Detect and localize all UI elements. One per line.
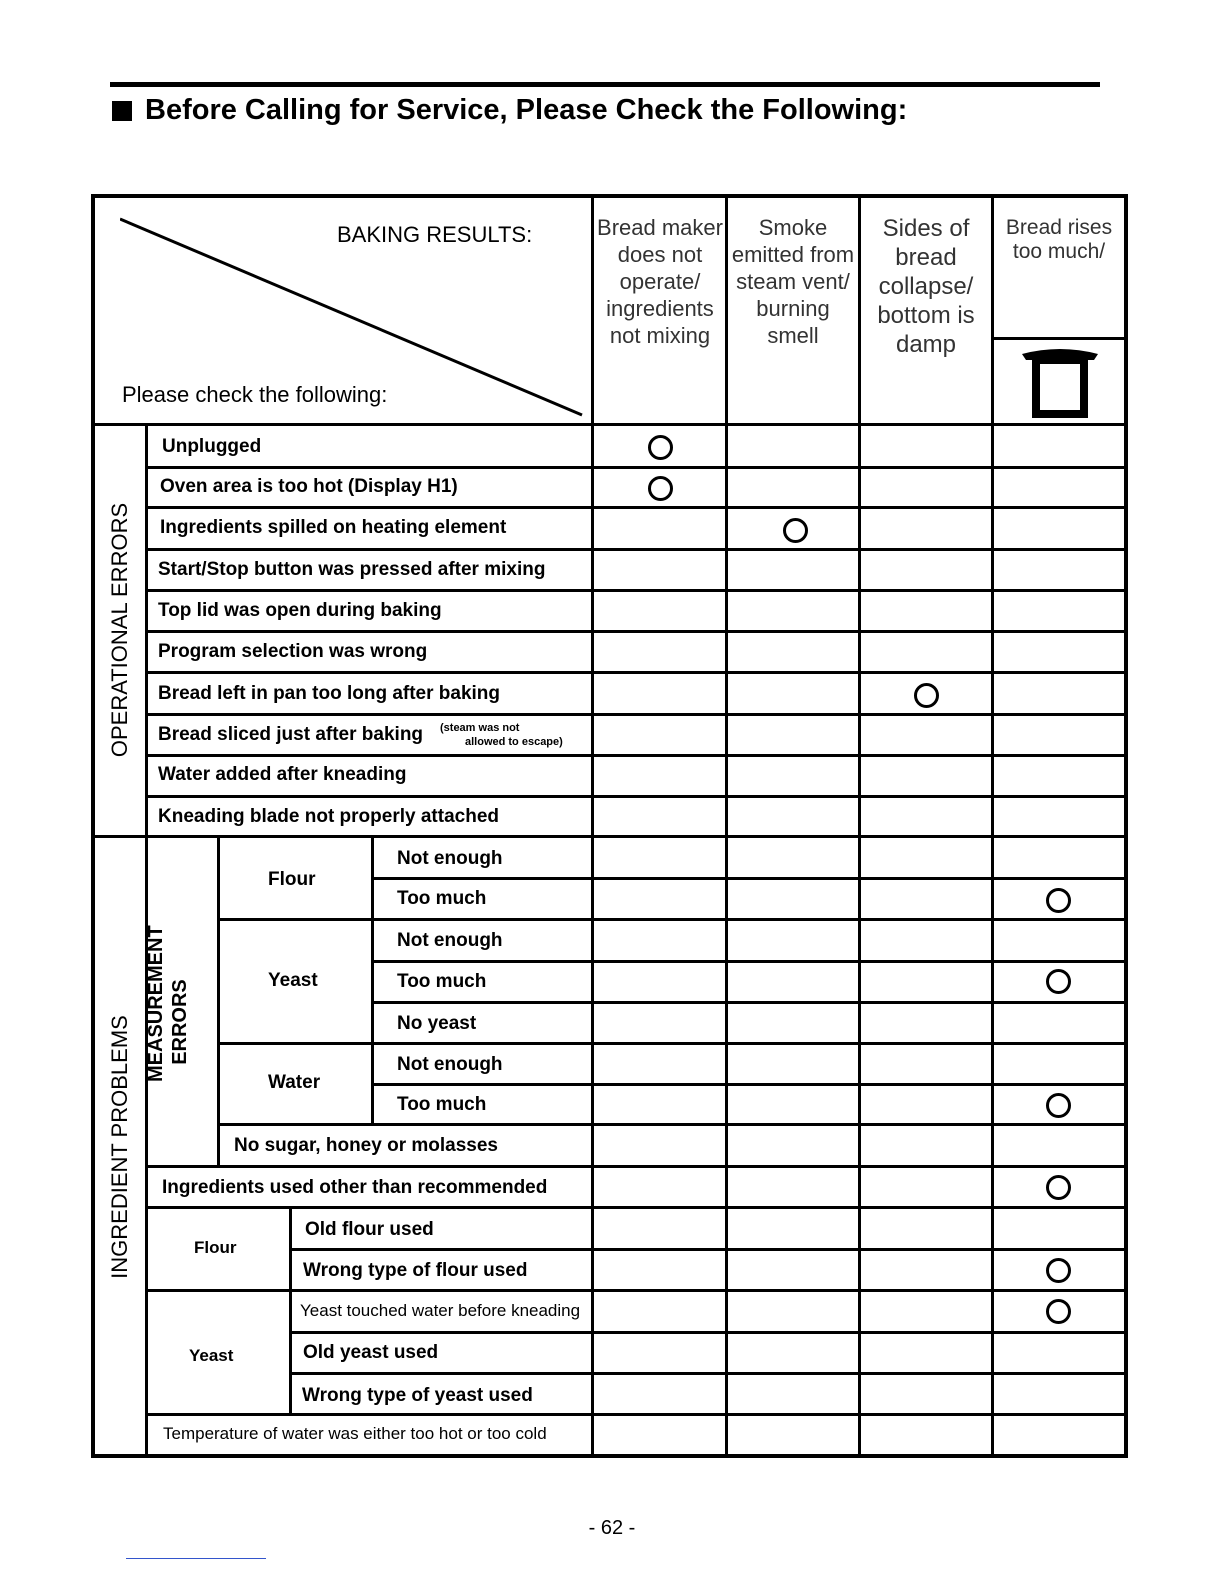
check-circle-icon (1046, 1175, 1071, 1200)
group-flour-2: Flour (194, 1238, 237, 1257)
page-number: - 62 - (588, 1517, 636, 1539)
row-line (148, 835, 1126, 838)
row-startstop: Start/Stop button was pressed after mixing (158, 559, 546, 580)
col-header-not-operate: Bread maker does not operate/ ingredients not mixing (597, 215, 723, 348)
row-line (148, 713, 1126, 716)
col-divider-3 (858, 196, 861, 1456)
row-line (148, 589, 1126, 592)
table-left-border (91, 196, 95, 1456)
row-line (374, 960, 1126, 963)
row-line (148, 1413, 1126, 1416)
row-no-sugar: No sugar, honey or molasses (234, 1135, 498, 1156)
group-col-divider (371, 838, 374, 1125)
col-header-sides-collapse: Sides of bread collapse/ bottom is damp (877, 215, 975, 358)
rises-header-divider (994, 337, 1126, 340)
page-title (112, 94, 907, 127)
operational-errors-label: OPERATIONAL ERRORS (107, 502, 132, 758)
row-temperature: Temperature of water was either too hot or too cold (163, 1424, 547, 1443)
ingredient-problems-label: INGREDIENT PROBLEMS (107, 1015, 132, 1279)
group-water: Water (268, 1072, 321, 1093)
bread-pan-icon (1018, 344, 1102, 422)
row-line (374, 1083, 1126, 1086)
row-program: Program selection was wrong (158, 641, 428, 662)
row-line (148, 1165, 1126, 1168)
group-yeast-2: Yeast (189, 1346, 234, 1365)
row-old-flour: Old flour used (305, 1219, 434, 1240)
row-toplid: Top lid was open during baking (158, 600, 442, 621)
top-rule (110, 82, 1100, 87)
baking-results-label: BAKING RESULTS: (337, 222, 533, 247)
check-circle-icon (1046, 1299, 1071, 1324)
row-line (220, 1123, 1126, 1126)
measurement-col-divider (217, 838, 220, 1165)
check-circle-icon (648, 476, 673, 501)
col-divider-2 (725, 196, 728, 1456)
page-title-text: Before Calling for Service, Please Check the Following: (145, 94, 908, 126)
row-yeast-touched: Yeast touched water before kneading (300, 1301, 581, 1320)
row-line (292, 1331, 1126, 1334)
row-line (220, 1042, 1126, 1045)
row-bread-sliced-note-2: allowed to escape) (465, 736, 563, 748)
row-other-ingredients: Ingredients used other than recommended (162, 1177, 548, 1198)
check-circle-icon (914, 683, 939, 708)
table-right-border (1124, 196, 1128, 1456)
row-line (374, 1001, 1126, 1004)
row-yeast-too-much: Too much (397, 971, 487, 992)
col-header-smoke: Smoke emitted from steam vent/ burning smell (731, 215, 855, 348)
row-spilled: Ingredients spilled on heating element (160, 517, 507, 538)
row-unplugged: Unplugged (162, 436, 262, 457)
col-divider-4 (991, 196, 994, 1456)
check-circle-icon (648, 435, 673, 460)
row-line (292, 1372, 1126, 1375)
table-top-border (91, 194, 1128, 198)
row-line (148, 1206, 1126, 1209)
group2-col-divider (289, 1208, 292, 1414)
col-header-rises-too-much: Bread rises too much/ (1005, 216, 1113, 263)
check-circle-icon (1046, 1258, 1071, 1283)
row-bread-left: Bread left in pan too long after baking (158, 683, 501, 704)
row-no-yeast: No yeast (397, 1013, 477, 1034)
row-water-not-enough: Not enough (397, 1054, 503, 1075)
row-line (292, 1248, 1126, 1251)
check-circle-icon (783, 518, 808, 543)
header-divider (91, 423, 1128, 426)
row-line (148, 795, 1126, 798)
row-old-yeast: Old yeast used (303, 1342, 439, 1363)
row-flour-not-enough: Not enough (397, 848, 503, 869)
row-wrong-yeast: Wrong type of yeast used (302, 1385, 533, 1406)
measurement-errors-label: MEASUREMENT ERRORS (145, 925, 191, 1082)
row-line (148, 671, 1126, 674)
please-check-label: Please check the following: (122, 382, 388, 407)
row-oven-hot: Oven area is too hot (Display H1) (160, 476, 458, 497)
row-water-added: Water added after kneading (158, 764, 407, 785)
row-line (148, 506, 1126, 509)
row-line (148, 548, 1126, 551)
check-circle-icon (1046, 888, 1071, 913)
row-line (148, 1289, 1126, 1292)
check-circle-icon (1046, 969, 1071, 994)
footer-link-line (126, 1558, 266, 1559)
group-yeast: Yeast (268, 970, 318, 991)
table-bottom-border (91, 1454, 1128, 1458)
row-line (148, 630, 1126, 633)
row-bread-sliced: Bread sliced just after baking (158, 724, 424, 745)
col-divider-1 (591, 196, 594, 1456)
row-bread-sliced-note-1: (steam was not (440, 722, 520, 734)
row-water-too-much: Too much (397, 1094, 487, 1115)
row-wrong-flour: Wrong type of flour used (303, 1260, 528, 1281)
row-line (148, 754, 1126, 757)
square-bullet-icon (112, 101, 132, 121)
row-line (220, 918, 1126, 921)
check-circle-icon (1046, 1093, 1071, 1118)
row-flour-too-much: Too much (397, 888, 487, 909)
row-line (374, 877, 1126, 880)
row-line (148, 466, 1126, 469)
row-yeast-not-enough: Not enough (397, 930, 503, 951)
row-kneading: Kneading blade not properly attached (158, 806, 499, 827)
group-flour: Flour (268, 869, 316, 890)
